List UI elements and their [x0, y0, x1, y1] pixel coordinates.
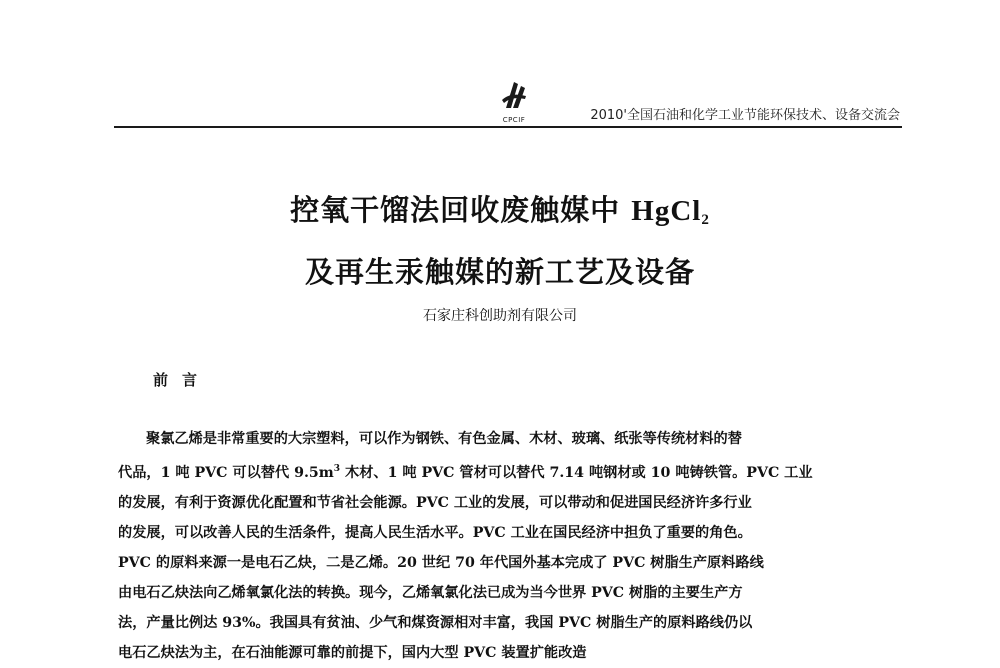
superscript: 3: [333, 464, 341, 474]
title-formula: [631, 195, 710, 227]
body-line: 法，产量比例达 93%。我国具有贫油、少气和煤资源相对丰富，我国 PVC 树脂生产的原料路线仍以: [118, 615, 753, 631]
body-line: 的发展，有利于资源优化配置和节省社会能源。PVC 工业的发展，可以带动和促进国民经济许多行业: [118, 495, 752, 511]
logo-text: CPCIF: [502, 116, 526, 124]
header-rule: [114, 126, 902, 128]
cpcif-logo: [496, 78, 532, 124]
body-line: 由电石乙炔法向乙烯氧氯化法的转换。现今，乙烯氧氯化法已成为当今世界 PVC 树脂的主要生产方: [118, 585, 743, 601]
paper-title-line-2: 及再生汞触媒的新工艺及设备: [304, 255, 695, 289]
body-line: 电石乙炔法为主，在石油能源可靠的前提下，国内大型 PVC 装置扩能改造: [118, 645, 587, 661]
paper-title-line-1: [0, 188, 1000, 229]
running-header: [118, 72, 900, 128]
formula-subscript: 2: [701, 212, 710, 228]
body-line: PVC 的原料来源一是电石乙炔，二是乙烯。20 世纪 70 年代国外基本完成了 PVC 树脂生产原料路线: [118, 555, 764, 571]
body-line: 的发展，可以改善人民的生活条件，提高人民生活水平。PVC 工业在国民经济中担负了重要的角色。: [118, 525, 752, 541]
body-line: 聚氯乙烯是非常重要的大宗塑料，可以作为钢铁、有色金属、木材、玻璃、纸张等传统材料的替: [146, 431, 742, 447]
body-line: [118, 454, 902, 488]
section-heading: 前言: [153, 371, 212, 389]
author-affiliation: 石家庄科创助剂有限公司: [423, 308, 577, 324]
conference-title: 2010'全国石油和化学工业节能环保技术、设备交流会: [590, 108, 900, 123]
body-paragraph: [118, 424, 902, 668]
title-text: 控氧干馏法回收废触媒中: [290, 193, 632, 227]
cpcif-logo-icon: [496, 78, 532, 112]
body-text: 代品，1 吨 PVC 可以替代 9.5m: [118, 465, 334, 481]
body-text: 木材、1 吨 PVC 管材可以替代 7.14 吨钢材或 10 吨铸铁管。PVC 工业: [340, 465, 813, 481]
formula-main: HgCl: [631, 195, 702, 227]
